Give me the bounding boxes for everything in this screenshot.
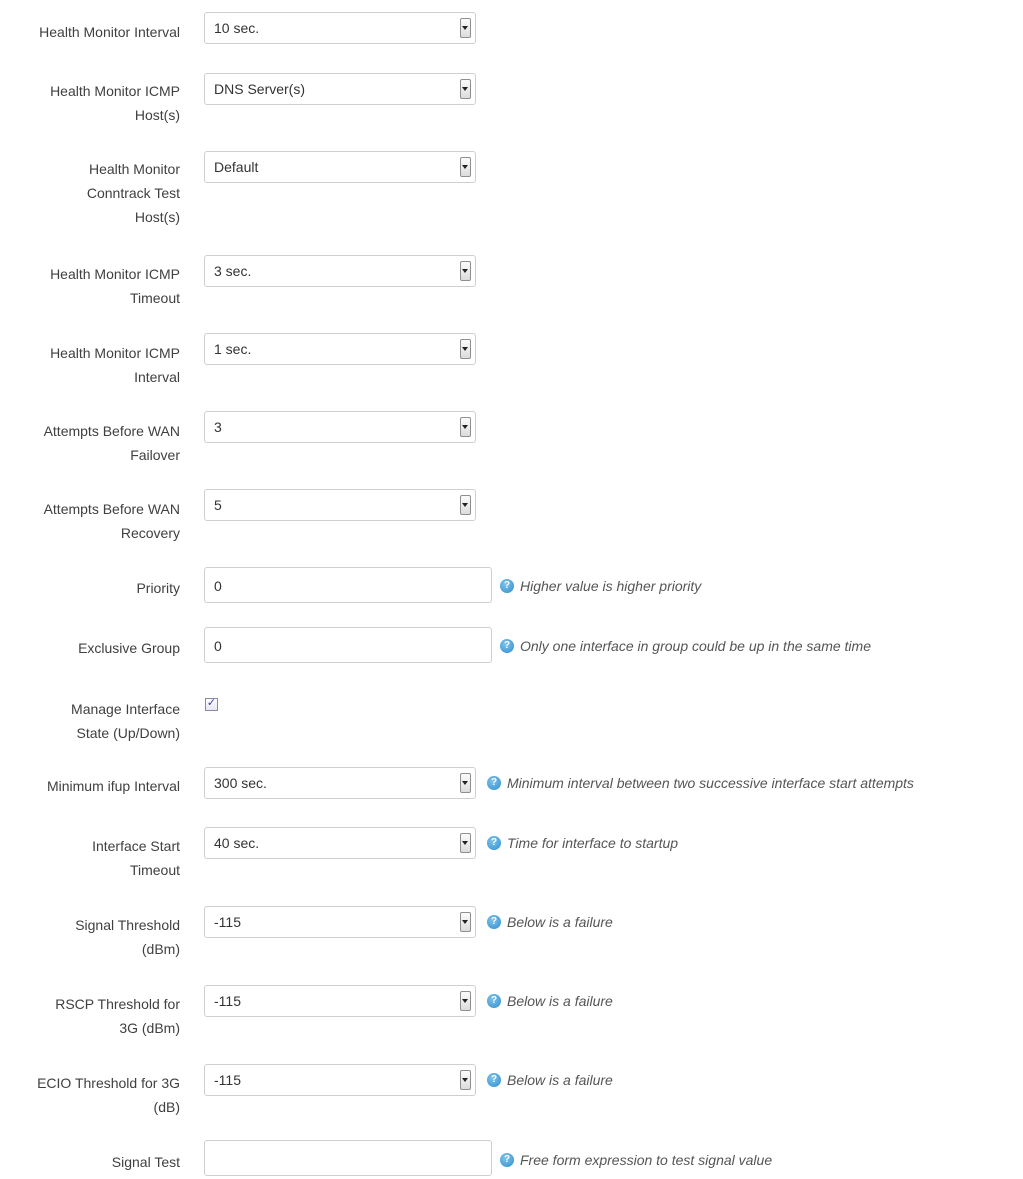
health-monitor-icmp-timeout-select[interactable] (204, 255, 476, 287)
exclusive-group-value: 0 (214, 638, 222, 654)
health-monitor-conntrack-test-hosts-label: Health Monitor Conntrack Test Host(s) (86, 161, 180, 225)
question-circle-icon: ? (487, 776, 501, 790)
health-monitor-icmp-hosts-select[interactable] (204, 73, 476, 105)
health-monitor-icmp-interval-value: 1 sec. (214, 341, 252, 357)
signal-test-help (500, 1152, 772, 1168)
priority-label: Priority (136, 580, 180, 596)
health-monitor-icmp-timeout-label: Health Monitor ICMP Timeout (50, 266, 180, 306)
health-monitor-conntrack-test-hosts-value: Default (214, 159, 259, 175)
signal-test-input[interactable] (204, 1140, 492, 1176)
exclusive-group-help-text: Only one interface in group could be up in the same time (520, 638, 871, 654)
dropdown-arrow-icon[interactable] (460, 773, 471, 793)
attempts-before-wan-failover-select[interactable] (204, 411, 476, 443)
minimum-ifup-interval-help (487, 775, 914, 791)
interface-start-timeout-select[interactable] (204, 827, 476, 859)
attempts-before-wan-recovery-select[interactable] (204, 489, 476, 521)
dropdown-arrow-icon[interactable] (460, 339, 471, 359)
interface-start-timeout-help (487, 835, 678, 851)
rscp-threshold-3g-select[interactable] (204, 985, 476, 1017)
question-circle-icon: ? (487, 915, 501, 929)
dropdown-arrow-icon[interactable] (460, 261, 471, 281)
dropdown-arrow-icon[interactable] (460, 991, 471, 1011)
question-circle-icon: ? (500, 1153, 514, 1167)
health-monitor-icmp-hosts-label: Health Monitor ICMP Host(s) (50, 83, 180, 123)
health-monitor-icmp-interval-label: Health Monitor ICMP Interval (50, 345, 180, 385)
attempts-before-wan-failover-label: Attempts Before WAN Failover (43, 423, 180, 463)
dropdown-arrow-icon[interactable] (460, 79, 471, 99)
question-circle-icon: ? (487, 994, 501, 1008)
health-monitor-conntrack-test-hosts-select[interactable] (204, 151, 476, 183)
question-circle-icon: ? (500, 639, 514, 653)
priority-input[interactable] (204, 567, 492, 603)
signal-threshold-help-text: Below is a failure (507, 914, 613, 930)
exclusive-group-input[interactable] (204, 627, 492, 663)
manage-interface-state-label: Manage Interface State (Up/Down) (71, 701, 180, 741)
question-circle-icon: ? (500, 579, 514, 593)
signal-threshold-label: Signal Threshold (dBm) (75, 917, 180, 957)
ecio-threshold-3g-label: ECIO Threshold for 3G (dB) (37, 1075, 180, 1115)
rscp-threshold-3g-help (487, 993, 613, 1009)
minimum-ifup-interval-value: 300 sec. (214, 775, 267, 791)
dropdown-arrow-icon[interactable] (460, 495, 471, 515)
dropdown-arrow-icon[interactable] (460, 833, 471, 853)
attempts-before-wan-recovery-value: 5 (214, 497, 222, 513)
exclusive-group-help (500, 638, 871, 654)
attempts-before-wan-recovery-label: Attempts Before WAN Recovery (43, 501, 180, 541)
ecio-threshold-3g-help-text: Below is a failure (507, 1072, 613, 1088)
signal-threshold-value: -115 (214, 914, 241, 930)
dropdown-arrow-icon[interactable] (460, 417, 471, 437)
priority-value: 0 (214, 578, 222, 594)
interface-start-timeout-help-text: Time for interface to startup (507, 835, 679, 851)
priority-help (500, 578, 701, 594)
minimum-ifup-interval-help-text: Minimum interval between two successive interface start attempts (507, 775, 914, 791)
minimum-ifup-interval-select[interactable] (204, 767, 476, 799)
exclusive-group-label: Exclusive Group (78, 640, 180, 656)
interface-start-timeout-label: Interface Start Timeout (92, 838, 180, 878)
priority-help-text: Higher value is higher priority (520, 578, 702, 594)
signal-threshold-select[interactable] (204, 906, 476, 938)
ecio-threshold-3g-select[interactable] (204, 1064, 476, 1096)
signal-test-label: Signal Test (111, 1154, 180, 1170)
dropdown-arrow-icon[interactable] (460, 912, 471, 932)
health-monitor-icmp-hosts-value: DNS Server(s) (214, 81, 306, 97)
interface-start-timeout-value: 40 sec. (214, 835, 260, 851)
minimum-ifup-interval-label: Minimum ifup Interval (46, 778, 180, 794)
health-monitor-interval-value: 10 sec. (214, 20, 260, 36)
rscp-threshold-3g-help-text: Below is a failure (507, 993, 613, 1009)
question-circle-icon: ? (487, 836, 501, 850)
ecio-threshold-3g-value: -115 (214, 1072, 241, 1088)
manage-interface-state-checkbox[interactable] (205, 698, 218, 711)
health-monitor-icmp-interval-select[interactable] (204, 333, 476, 365)
health-monitor-icmp-timeout-value: 3 sec. (214, 263, 252, 279)
signal-test-help-text: Free form expression to test signal value (520, 1152, 773, 1168)
health-monitor-interval-select[interactable] (204, 12, 476, 44)
signal-threshold-help (487, 914, 613, 930)
attempts-before-wan-failover-value: 3 (214, 419, 222, 435)
dropdown-arrow-icon[interactable] (460, 1070, 471, 1090)
dropdown-arrow-icon[interactable] (460, 18, 471, 38)
ecio-threshold-3g-help (487, 1072, 613, 1088)
rscp-threshold-3g-label: RSCP Threshold for 3G (dBm) (55, 996, 180, 1036)
dropdown-arrow-icon[interactable] (460, 157, 471, 177)
question-circle-icon: ? (487, 1073, 501, 1087)
health-monitor-interval-label: Health Monitor Interval (39, 24, 180, 40)
checkmark-icon: ✓ (206, 697, 217, 709)
rscp-threshold-3g-value: -115 (214, 993, 241, 1009)
